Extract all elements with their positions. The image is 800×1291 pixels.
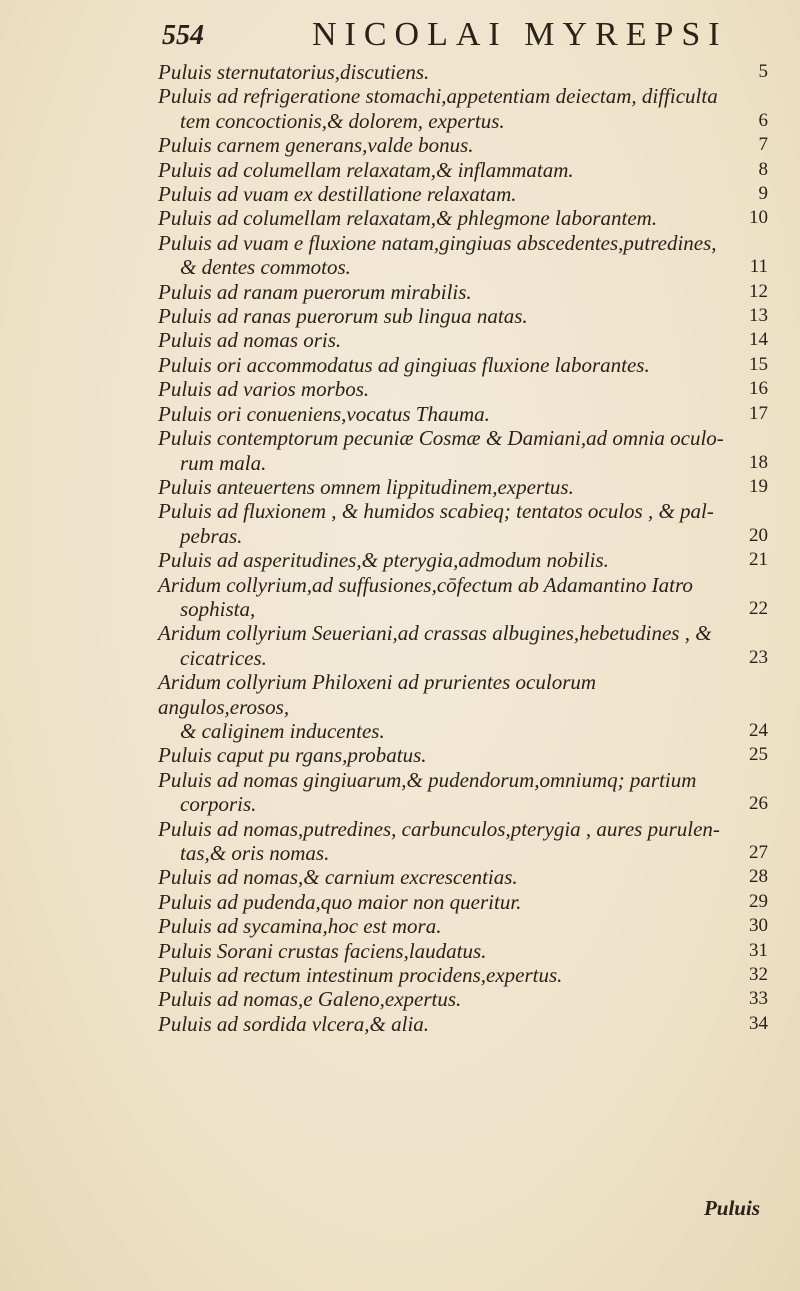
list-item [158, 426, 778, 475]
list-item [158, 548, 778, 572]
list-item [158, 304, 778, 328]
list-item [158, 939, 778, 963]
entry-number: 17 [749, 402, 768, 424]
list-item [158, 914, 778, 938]
entry-continuation: corporis. [180, 792, 257, 817]
list-item [158, 402, 778, 426]
entry-number: 30 [749, 915, 768, 937]
entry-text: Aridum collyrium,ad suffusiones,cōfectum ab Adamantino Iatro [158, 572, 693, 597]
entry-continuation: tem concoctionis,& dolorem, expertus. [180, 108, 505, 133]
list-item [158, 280, 778, 304]
list-item [158, 158, 778, 182]
entry-text: Puluis ad sordida vlcera,& alia. [158, 1011, 430, 1036]
entry-number: 26 [749, 793, 768, 815]
entry-number: 5 [758, 61, 768, 82]
list-item [158, 328, 778, 352]
entry-text: Puluis contemptorum pecuniæ Cosmæ & Damiani,ad omnia oculo- [158, 426, 724, 451]
entry-text: Puluis ad columellam relaxatam,& phlegmone laborantem. [158, 206, 658, 231]
entry-text: Puluis ori conueniens,vocatus Thauma. [158, 401, 490, 426]
running-head: NICOLAI MYREPSI [312, 16, 728, 53]
entry-text: Puluis sternutatorius,discutiens. [158, 60, 430, 84]
entry-text: Puluis ad nomas oris. [158, 328, 342, 353]
entry-number: 33 [749, 988, 768, 1010]
list-item [158, 621, 778, 670]
list-item [158, 743, 778, 767]
entry-number: 20 [749, 524, 768, 546]
entry-number: 28 [749, 866, 768, 888]
entry-text: Puluis ad pudenda,quo maior non queritur. [158, 889, 522, 914]
entry-text: Puluis ad columellam relaxatam,& inflammatam. [158, 157, 574, 182]
entry-number: 7 [758, 134, 768, 156]
entry-text: Puluis ad fluxionem , & humidos scabieq; tentatos oculos , & pal- [158, 499, 714, 524]
entry-number: 27 [749, 842, 768, 863]
entry-number: 34 [749, 1012, 768, 1034]
entry-number: 23 [749, 646, 768, 668]
entry-text: Puluis ad ranam puerorum mirabilis. [158, 279, 472, 304]
entry-text: Puluis ad sycamina,hoc est mora. [158, 914, 442, 939]
entry-text: Puluis ad nomas,e Galeno,expertus. [158, 987, 462, 1012]
entry-continuation: & caliginem inducentes. [180, 718, 385, 743]
entry-number: 25 [749, 744, 768, 766]
entry-number: 29 [749, 890, 768, 912]
list-item [158, 817, 778, 866]
list-item [158, 353, 778, 377]
entry-text: Puluis ad nomas,& carnium excrescentias. [158, 865, 518, 890]
page-number: 554 [162, 20, 204, 51]
entry-continuation: tas,& oris nomas. [180, 841, 330, 865]
entry-text: Puluis ad asperitudines,& pterygia,admodum nobilis. [158, 548, 609, 573]
entry-number: 9 [758, 183, 768, 205]
entry-number: 13 [749, 305, 768, 327]
list-item [158, 475, 778, 499]
entry-text: Puluis ad ranas puerorum sub lingua natas. [158, 304, 528, 329]
entry-number: 14 [749, 329, 768, 351]
entry-text: Puluis ad vuam e fluxione natam,gingiuas abscedentes,putredines, [158, 230, 717, 255]
entry-number: 19 [749, 475, 768, 497]
entry-number: 22 [749, 597, 768, 619]
list-item [158, 206, 778, 230]
entry-number: 11 [749, 256, 768, 278]
entry-text: Puluis caput pu rgans,probatus. [158, 743, 427, 768]
list-item [158, 573, 778, 622]
entry-number: 16 [749, 378, 768, 400]
entry-text: Puluis Sorani crustas faciens,laudatus. [158, 938, 487, 963]
list-item [158, 60, 778, 84]
entry-text: Puluis ad vuam ex destillatione relaxatam. [158, 182, 517, 207]
entry-number: 6 [758, 109, 768, 131]
list-item [158, 963, 778, 987]
entry-text: Puluis carnem generans,valde bonus. [158, 133, 474, 158]
entry-text: Puluis ad varios morbos. [158, 377, 370, 402]
entry-number: 15 [749, 353, 768, 375]
list-item [158, 231, 778, 280]
list-item [158, 1012, 778, 1036]
entry-text: Puluis ori accommodatus ad gingiuas fluxione laborantes. [158, 352, 650, 377]
entry-text: Puluis anteuertens omnem lippitudinem,expertus. [158, 474, 574, 499]
entry-continuation: cicatrices. [180, 645, 267, 670]
entry-text: Puluis ad rectum intestinum procidens,expertus. [158, 963, 563, 988]
list-item [158, 377, 778, 401]
entry-number: 12 [749, 280, 768, 302]
entry-continuation: rum mala. [180, 450, 267, 475]
entry-number: 32 [749, 964, 768, 986]
page-header [162, 14, 760, 54]
entry-text: Aridum collyrium Philoxeni ad prurientes oculorum angulos,erosos, [158, 670, 597, 719]
entry-number: 31 [749, 939, 768, 961]
entry-text: Puluis ad nomas gingiuarum,& pudendorum,omniumq; partium [158, 767, 697, 792]
entry-continuation: pebras. [180, 523, 243, 548]
entry-number: 10 [749, 207, 768, 229]
entry-number: 24 [749, 719, 768, 741]
entry-continuation: sophista, [180, 596, 256, 621]
entry-continuation: & dentes commotos. [180, 255, 351, 280]
list-item [158, 182, 778, 206]
entry-text: Aridum collyrium Seueriani,ad crassas albugines,hebetudines , & [158, 621, 712, 646]
list-item [158, 499, 778, 548]
entry-text: Puluis ad refrigeratione stomachi,appetentiam deiectam, difficulta [158, 84, 718, 109]
entry-text: Puluis ad nomas,putredines, carbunculos,pterygia , aures purulen- [158, 816, 720, 841]
list-item [158, 133, 778, 157]
catchword: Puluis [703, 1196, 760, 1220]
list-item [158, 987, 778, 1011]
list-item [158, 865, 778, 889]
list-item [158, 670, 778, 743]
entry-number: 8 [758, 158, 768, 180]
entry-number: 18 [749, 451, 768, 473]
list-item [158, 84, 778, 133]
list-item [158, 768, 778, 817]
entry-number: 21 [749, 549, 768, 571]
list-item [158, 890, 778, 914]
entry-list [158, 60, 778, 1036]
